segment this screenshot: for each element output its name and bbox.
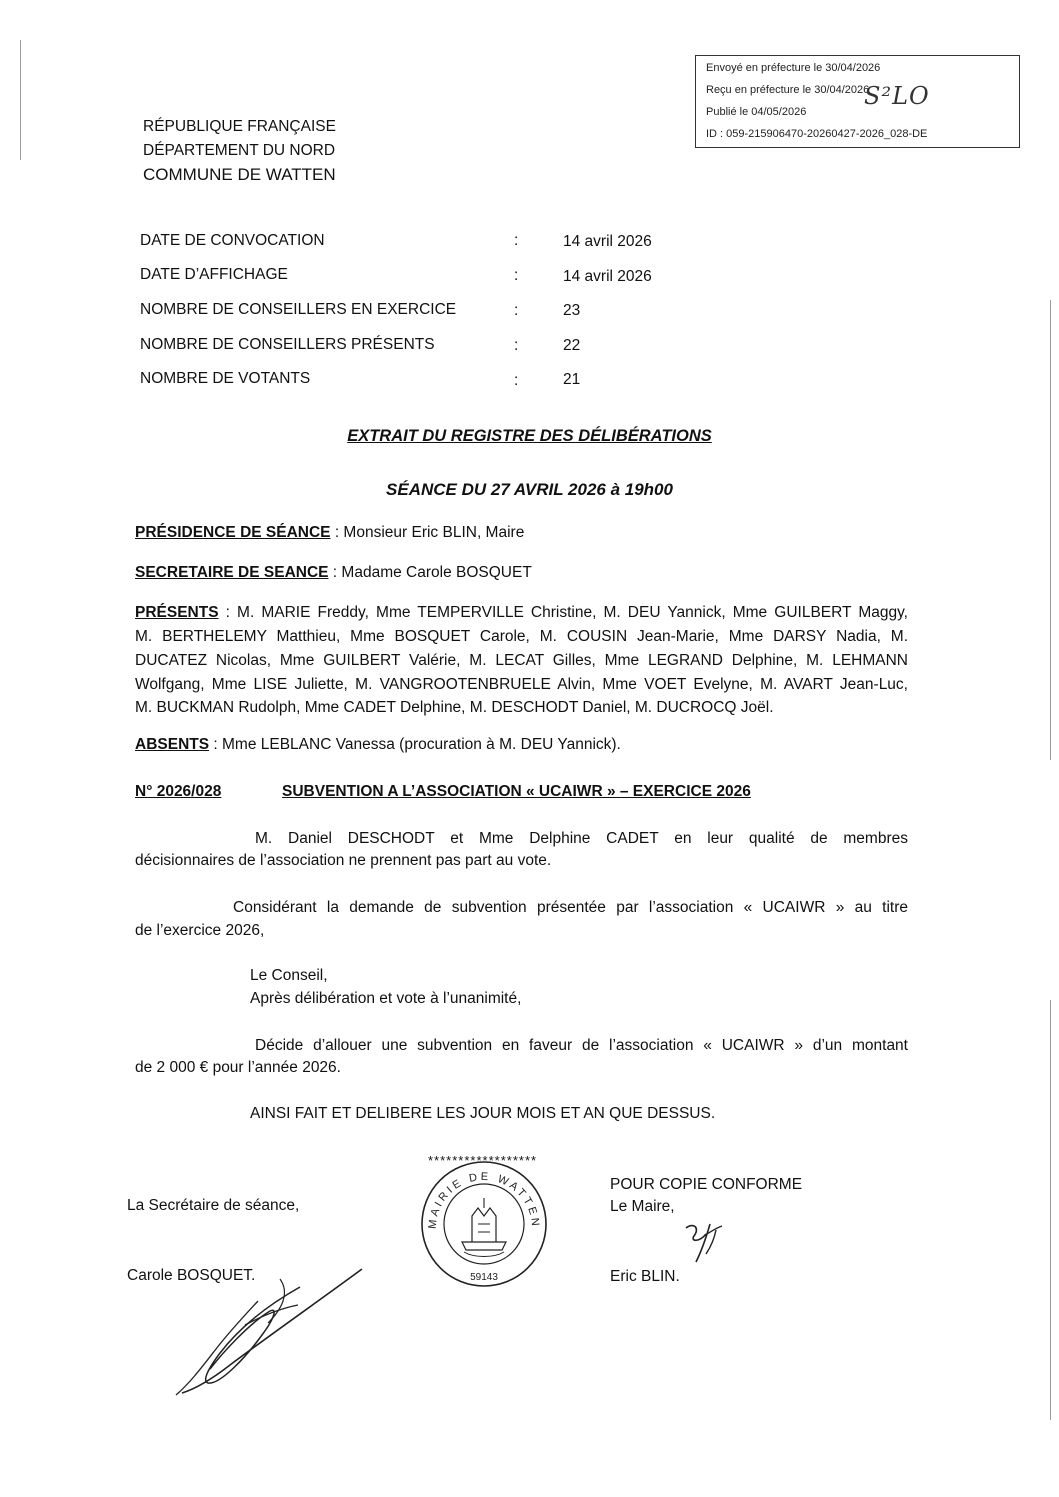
info-value-affichage: 14 avril 2026: [563, 268, 652, 285]
body-council: Le Conseil,: [250, 967, 328, 984]
secretary-name: Carole BOSQUET.: [127, 1267, 256, 1284]
deliberation-number: N° 2026/028: [135, 783, 222, 800]
body-after-vote: Après délibération et vote à l’unanimité,: [250, 990, 522, 1007]
stamp-received-date: Reçu en préfecture le 30/04/2026: [706, 84, 870, 96]
mayor-title: Le Maire,: [610, 1198, 675, 1215]
town-hall-seal: [418, 1158, 550, 1290]
body-done-statement: AINSI FAIT ET DELIBERE LES JOUR MOIS ET AN QUE DESSUS.: [250, 1105, 716, 1122]
header-republic: RÉPUBLIQUE FRANÇAISE: [143, 118, 336, 135]
scan-edge-right-lower: [1050, 1000, 1051, 1420]
mayor-signature: [680, 1218, 730, 1268]
secretaire-text: : Madame Carole BOSQUET: [328, 564, 532, 581]
document-title: [0, 427, 1059, 446]
secretaire-line: [135, 564, 532, 582]
stamp-sent-date: Envoyé en préfecture le 30/04/2026: [706, 62, 881, 74]
stamp-handwritten-mark: S²LO: [864, 82, 930, 110]
body-para2-line1: Considérant la demande de subvention présentée par l’association « UCAIWR » au titre: [233, 899, 908, 916]
info-value-votants: 21: [563, 371, 581, 388]
secretaire-label: SECRETAIRE DE SEANCE: [135, 564, 329, 581]
secretary-title: La Secrétaire de séance,: [127, 1197, 300, 1214]
deliberation-subject: SUBVENTION A L’ASSOCIATION « UCAIWR » – EXERCICE 2026: [282, 783, 751, 800]
document-title-text: EXTRAIT DU REGISTRE DES DÉLIBÉRATIONS: [347, 427, 712, 445]
copy-conform: POUR COPIE CONFORME: [610, 1176, 803, 1193]
info-label-conseillers-exercice: NOMBRE DE CONSEILLERS EN EXERCICE: [140, 301, 457, 318]
presidence-text: : Monsieur Eric BLIN, Maire: [330, 524, 525, 541]
secretary-signature: [150, 1265, 370, 1400]
info-colon: :: [514, 232, 519, 249]
info-label-votants: NOMBRE DE VOTANTS: [140, 370, 311, 387]
info-value-conseillers-presents: 22: [563, 337, 581, 354]
presents-line-4: Wolfgang, Mme LISE Juliette, M. VANGROOTENBRUELE Alvin, Mme VOET Evelyne, M. AVART Jean-Luc,: [135, 676, 908, 693]
body-decide-line2: de 2 000 € pour l’année 2026.: [135, 1059, 341, 1076]
info-colon: :: [514, 337, 519, 354]
seal-emblem-icon: [418, 1158, 550, 1290]
info-label-convocation: DATE DE CONVOCATION: [140, 232, 325, 249]
body-para1-line1: M. Daniel DESCHODT et Mme Delphine CADET en leur qualité de membres: [255, 830, 908, 847]
presents-line-1: [135, 604, 908, 622]
info-colon: :: [514, 372, 519, 389]
mayor-name: Eric BLIN.: [610, 1268, 680, 1285]
presidence-line: [135, 524, 524, 542]
presents-line-2: M. BERTHELEMY Matthieu, Mme BOSQUET Carole, M. COUSIN Jean-Marie, Mme DARSY Nadia, M.: [135, 628, 908, 645]
stamp-id: ID : 059-215906470-20260427-2026_028-DE: [706, 128, 928, 140]
info-colon: :: [514, 267, 519, 284]
presents-line-3: DUCATEZ Nicolas, Mme GUILBERT Valérie, M. LECAT Gilles, Mme LEGRAND Delphine, M. LEHMANN: [135, 652, 908, 669]
presents-text-1: : M. MARIE Freddy, Mme TEMPERVILLE Christine, M. DEU Yannick, Mme GUILBERT Maggy,: [218, 604, 908, 621]
info-label-affichage: DATE D’AFFICHAGE: [140, 266, 288, 283]
presidence-label: PRÉSIDENCE DE SÉANCE: [135, 524, 331, 541]
presents-label: PRÉSENTS: [135, 604, 219, 621]
info-value-convocation: 14 avril 2026: [563, 233, 652, 250]
info-label-conseillers-presents: NOMBRE DE CONSEILLERS PRÉSENTS: [140, 336, 435, 353]
scan-edge-right: [1050, 300, 1051, 760]
prefecture-stamp: [695, 55, 1020, 148]
session-title-text: SÉANCE DU 27 AVRIL 2026 à 19h00: [386, 480, 673, 499]
header-commune: COMMUNE DE WATTEN: [143, 165, 336, 184]
body-decide-line1: Décide d’allouer une subvention en faveur de l’association « UCAIWR » d’un montant: [255, 1037, 908, 1054]
info-value-conseillers-exercice: 23: [563, 302, 581, 319]
absents-text: : Mme LEBLANC Vanessa (procuration à M. DEU Yannick).: [209, 736, 621, 753]
scan-edge-left: [20, 40, 21, 160]
absents-label: ABSENTS: [135, 736, 210, 753]
separator-stars: ******************: [428, 1153, 538, 1168]
seal-code: 59143: [470, 1272, 498, 1283]
body-para2-line2: de l’exercice 2026,: [135, 922, 265, 939]
session-title: [0, 480, 1059, 500]
presents-line-5: M. BUCKMAN Rudolph, Mme CADET Delphine, M. DESCHODT Daniel, M. DUCROCQ Joël.: [135, 699, 774, 716]
header-department: DÉPARTEMENT DU NORD: [143, 142, 336, 159]
seal-text: MAIRIE DE WATTEN: [426, 1170, 542, 1230]
stamp-published-date: Publié le 04/05/2026: [706, 106, 807, 118]
absents-line: [135, 736, 621, 754]
body-para1-line2: décisionnaires de l’association ne prennent pas part au vote.: [135, 852, 552, 869]
info-colon: :: [514, 302, 519, 319]
